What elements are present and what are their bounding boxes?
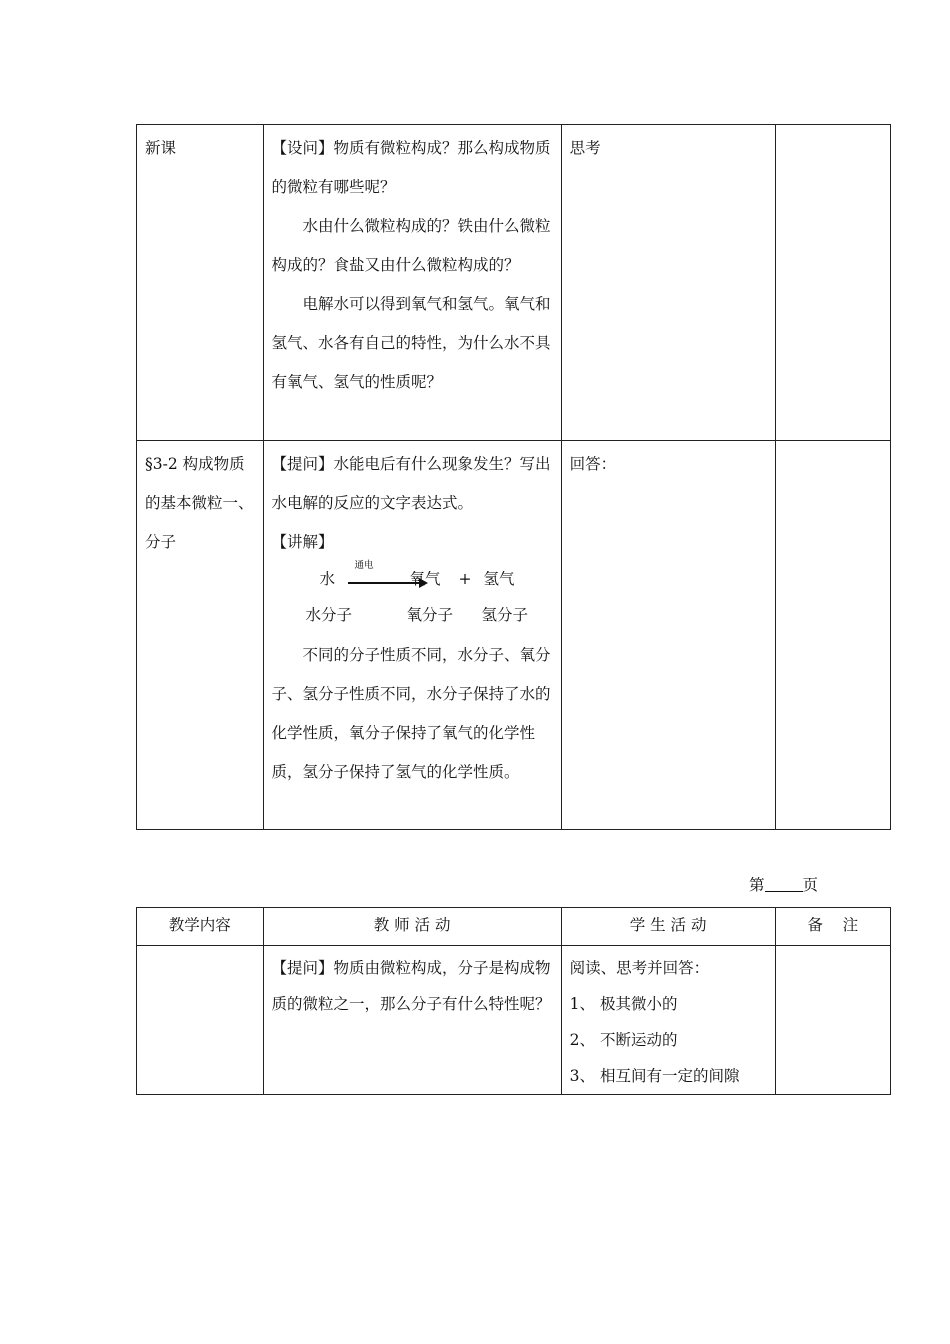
student-activity-text: 回答： (569, 455, 617, 473)
page-number-suffix: 页 (802, 876, 819, 894)
teacher-question: 【提问】物质由微粒构成，分子是构成物质的微粒之一，那么分子有什么特性呢？ (271, 959, 551, 1013)
teacher-question: 【提问】水能电后有什么现象发生？写出水电解的反应的文字表达式。 (271, 455, 551, 512)
remark-cell (775, 441, 890, 830)
remark-cell (775, 125, 890, 441)
student-activity-cell (561, 946, 775, 1095)
content-cell (137, 441, 264, 830)
list-item: 1、 极其微小的 (569, 995, 678, 1013)
header-remark: 备 注 (775, 908, 890, 946)
content-text: 新课 (145, 139, 177, 157)
teacher-question-2: 水由什么微粒构成的？铁由什么微粒构成的？食盐又由什么微粒构成的？ (271, 217, 551, 274)
teacher-question-3: 电解水可以得到氧气和氢气。氧气和氢气、水各有自己的特性，为什么水不具有氧气、氢气的性质呢？ (271, 295, 551, 391)
student-activity-text: 思考 (569, 139, 601, 157)
teacher-activity-cell (263, 125, 561, 441)
equation-particle-reactant: 水分子 (305, 606, 353, 624)
electrolysis-equation (272, 562, 553, 636)
student-activity-cell (561, 441, 775, 830)
table-header-row (137, 908, 891, 946)
header-student-activity: 学 生 活 动 (561, 908, 775, 946)
list-item: 3、 相互间有一定的间隙 (569, 1067, 740, 1085)
page-number (749, 873, 818, 895)
content-cell (137, 946, 264, 1095)
content-cell (137, 125, 264, 441)
equation-condition: 通电 (354, 560, 374, 571)
equation-product-1: 氧气 (409, 570, 441, 588)
student-activity-cell (561, 125, 775, 441)
lesson-table-2 (136, 907, 891, 1095)
table-row (137, 441, 891, 830)
equation-particle-1: 氧分子 (406, 606, 454, 624)
header-content: 教学内容 (137, 908, 264, 946)
equation-plus: + (458, 570, 472, 588)
teacher-activity-cell (263, 441, 561, 830)
teacher-activity-cell (263, 946, 561, 1095)
page-number-prefix: 第 (749, 876, 765, 894)
table-row (137, 125, 891, 441)
explanation-paragraph: 不同的分子性质不同，水分子、氧分子、氢分子性质不同，水分子保持了水的化学性质，氧分子保持了氧气的化学性质，氢分子保持了氢气的化学性质。 (271, 646, 551, 781)
student-answer-intro: 阅读、思考并回答： (569, 959, 710, 977)
lesson-table-1 (136, 124, 891, 830)
explain-label: 【讲解】 (271, 533, 334, 551)
table-row (137, 946, 891, 1095)
page-number-blank (765, 875, 803, 892)
teacher-question: 【设问】物质有微粒构成？那么构成物质的微粒有哪些呢？ (271, 139, 551, 196)
content-text: §3-2 构成物质的基本微粒一、分子 (145, 455, 254, 551)
list-item: 2、 不断运动的 (569, 1031, 678, 1049)
equation-reactant: 水 (319, 570, 336, 588)
equation-product-2: 氢气 (483, 570, 515, 588)
header-teacher-activity: 教 师 活 动 (263, 908, 561, 946)
remark-cell (775, 946, 890, 1095)
equation-particle-2: 氢分子 (481, 606, 529, 624)
